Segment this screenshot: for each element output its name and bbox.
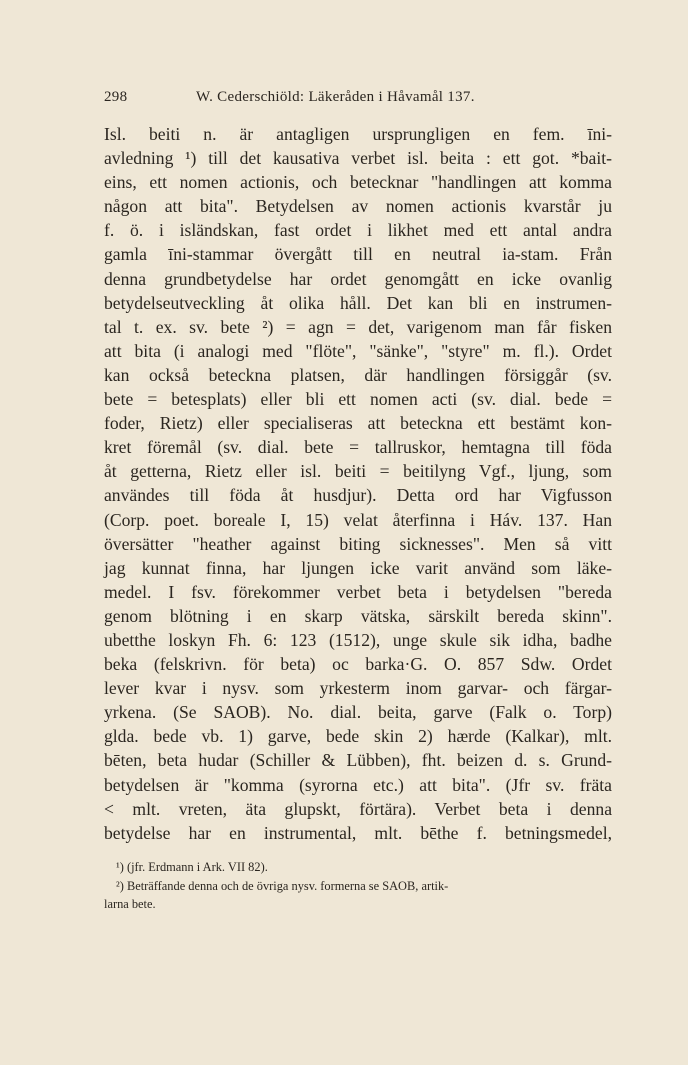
text-line: betydelsen är "komma (syrorna etc.) att bita". (Jfr sv. fräta [104, 774, 612, 795]
text-line: åt getterna, Rietz eller isl. beiti = beitilyng Vgf., ljung, som [104, 461, 612, 482]
text-line: (Corp. poet. boreale I, 15) velat återfinna i Háv. 137. Han [104, 509, 612, 530]
text-line: Isl. beiti n. är antagligen ursprungligen en fem. īni- [104, 124, 612, 144]
text-line: bete = betesplats) eller bli ett nomen acti (sv. dial. bede = [104, 389, 612, 410]
text-line: gamla īni-stammar övergått till en neutral ia-stam. Från [104, 244, 612, 265]
text-line: medel. I fsv. förekommer verbet beta i betydelsen "bereda [104, 581, 612, 602]
text-line: genom blötning i en skarp vätska, särskilt bereda skinn". [104, 605, 612, 626]
text-line: glda. bede vb. 1) garve, bede skin 2) hærde (Kalkar), mlt. [104, 726, 612, 747]
text-line: tal t. ex. sv. bete ²) = agn = det, varigenom man får fisken [104, 316, 612, 337]
text-line: betydelse har en instrumental, mlt. bēthe f. betningsmedel, [104, 822, 612, 843]
footnote-2: ²) Beträffande denna och de övriga nysv. formerna se SAOB, artik- [116, 878, 449, 893]
text-line: jag kunnat finna, har ljungen icke varit använd som läke- [104, 557, 612, 578]
footnote-1: ¹) (jfr. Erdmann i Ark. VII 82). [116, 860, 268, 874]
text-line: foder, Rietz) eller specialiseras att beteckna ett bestämt kon- [104, 413, 612, 434]
text-line: f. ö. i isländskan, fast ordet i likhet med ett antal andra [104, 220, 612, 241]
text-line: användes till föda åt husdjur). Detta ord har Vigfusson [104, 485, 612, 506]
text-line: någon att bita". Betydelsen av nomen actionis kvarstår ju [104, 196, 612, 217]
text-line: eins, ett nomen actionis, och betecknar "handlingen att komma [104, 172, 612, 193]
text-line: denna grundbetydelse har ordet genomgått en icke ovanlig [104, 268, 612, 289]
footnote-2-continuation: larna bete. [104, 897, 156, 911]
text-line: < mlt. vreten, äta glupskt, förtära). Verbet beta i denna [104, 798, 612, 819]
text-line: kret föremål (sv. dial. bete = tallruskor, hemtagna till föda [104, 437, 612, 458]
footnotes [104, 858, 612, 914]
text-line: bēten, beta hudar (Schiller & Lübben), fht. beizen d. s. Grund- [104, 750, 612, 771]
text-line: yrkena. (Se SAOB). No. dial. beita, garve (Falk o. Torp) [104, 702, 612, 723]
text-line: betydelseutveckling åt olika håll. Det kan bli en instrumen- [104, 292, 612, 313]
running-title: W. Cederschiöld: Läkeråden i Håvamål 137. [196, 89, 475, 105]
text-line: avledning ¹) till det kausativa verbet isl. beita : ett got. *bait- [104, 148, 612, 169]
body-text [104, 122, 612, 845]
text-line: översätter "heather against biting sicknesses". Men så vitt [104, 533, 612, 554]
text-line: att bita (i analogi med "flöte", "sänke", "styre" m. fl.). Ordet [104, 340, 612, 361]
page-number: 298 [104, 89, 128, 105]
text-line: lever kvar i nysv. som yrkesterm inom garvar- och färgar- [104, 678, 612, 699]
text-line: beka (felskrivn. för beta) oc barka·G. O. 857 Sdw. Ordet [104, 654, 612, 675]
text-line: ubetthe loskyn Fh. 6: 123 (1512), unge skule sik idha, badhe [104, 629, 612, 650]
text-line: kan också beteckna platsen, där handlingen försiggår (sv. [104, 364, 612, 385]
